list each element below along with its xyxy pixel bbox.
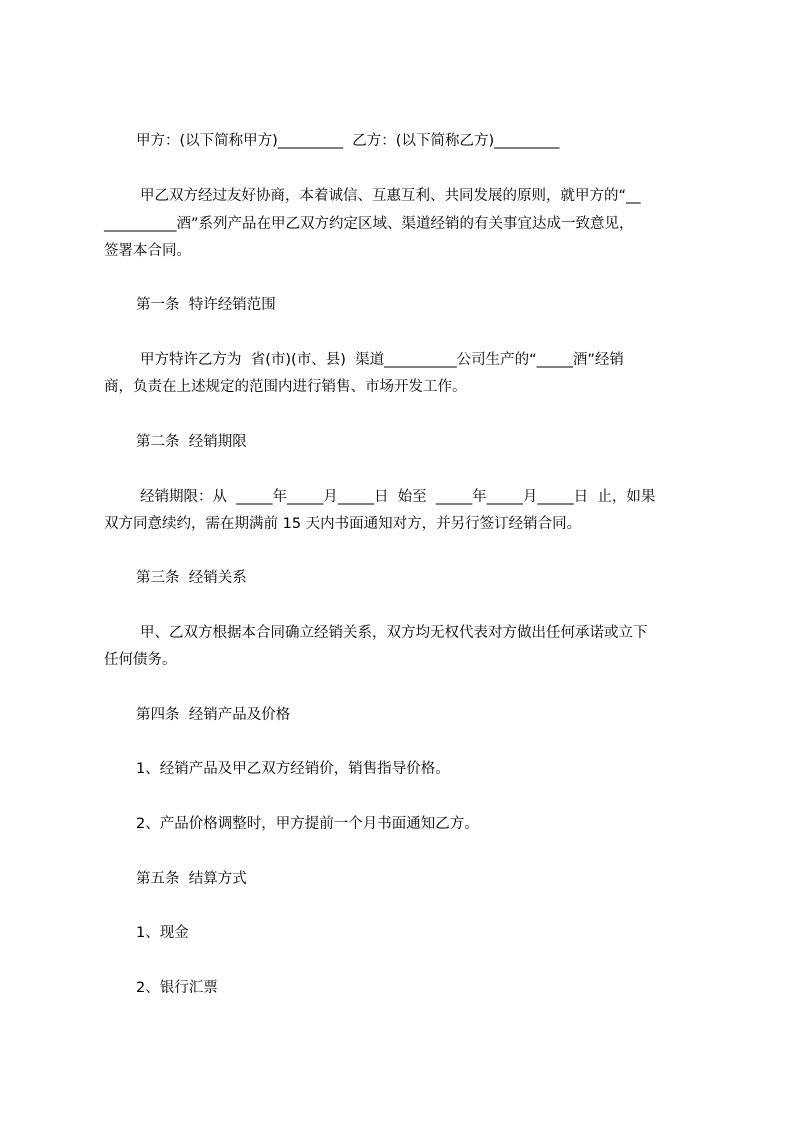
article-2-line-2: 双方同意续约，需在期满前 15 天内书面通知对方，并另行签订经销合同。 <box>104 516 582 532</box>
article-4-item-2: 2、产品价格调整时，甲方提前一个月书面通知乙方。 <box>136 816 479 832</box>
article-2-line-1: 经销期限：从 _____年_____月_____日 始至 _____年_____月_____日 止，如果 <box>140 489 656 505</box>
article-1-line-1: 甲方特许乙方为 省(市)(市、县) 渠道__________公司生产的“_____酒”经销 <box>140 352 624 368</box>
article-1-heading: 第一条 特许经销范围 <box>136 297 276 313</box>
article-5-item-1: 1、现金 <box>136 925 189 941</box>
article-1-line-2: 商，负责在上述规定的范围内进行销售、市场开发工作。 <box>104 379 467 395</box>
article-5-heading: 第五条 结算方式 <box>136 871 247 887</box>
preamble-line-3: 签署本合同。 <box>104 243 191 259</box>
article-4-item-1: 1、经销产品及甲乙双方经销价，销售指导价格。 <box>136 761 450 777</box>
article-3-line-1: 甲、乙双方根据本合同确立经销关系，双方均无权代表对方做出任何承诺或立下 <box>140 625 648 641</box>
parties-line: 甲方：(以下简称甲方)_________ 乙方：(以下简称乙方)_________ <box>136 133 560 149</box>
preamble-line-2: __________酒”系列产品在甲乙双方约定区域、渠道经销的有关事宜达成一致意见， <box>104 216 634 232</box>
article-4-heading: 第四条 经销产品及价格 <box>136 707 291 723</box>
article-3-line-2: 任何债务。 <box>104 652 177 668</box>
article-3-heading: 第三条 经销关系 <box>136 570 247 586</box>
article-5-item-2: 2、银行汇票 <box>136 980 218 996</box>
preamble-line-1: 甲乙双方经过友好协商，本着诚信、互惠互利、共同发展的原则，就甲方的“__ <box>140 188 641 204</box>
article-2-heading: 第二条 经销期限 <box>136 434 247 450</box>
